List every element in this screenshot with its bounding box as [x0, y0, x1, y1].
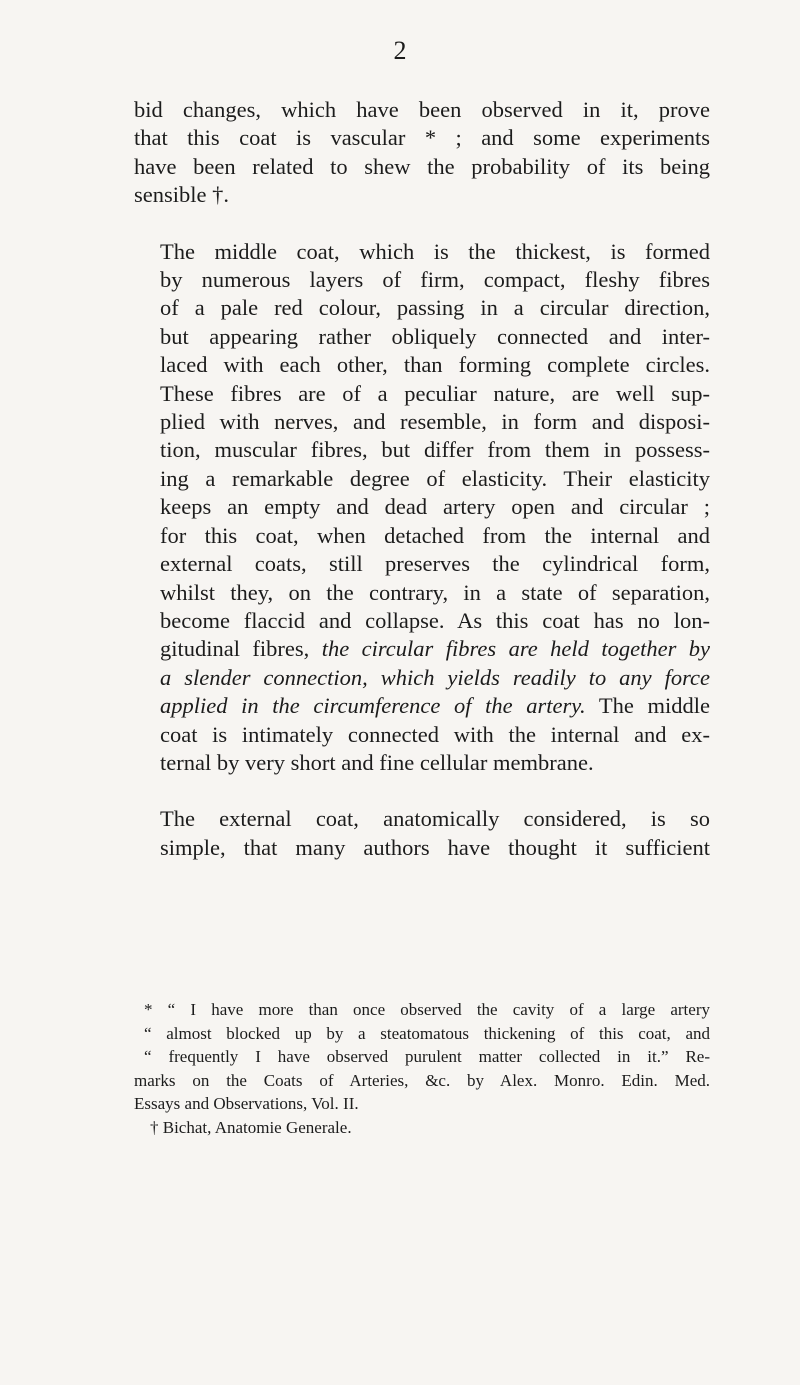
text-line-italic — [134, 664, 710, 692]
text-line: simple, that many authors have thought it sufficient — [160, 834, 710, 860]
plain-text: gitudinal fibres, — [160, 636, 322, 662]
text-line: laced with each other, than forming complete circles. — [160, 352, 710, 378]
plain-text: The middle — [585, 693, 710, 719]
text-line: These fibres are of a peculiar nature, are well sup- — [160, 380, 710, 406]
italic-text: applied in the circumference of the artery. — [160, 693, 586, 719]
text-line: The external coat, anatomically considered, is so — [160, 806, 710, 832]
text-line: external coats, still preserves the cylindrical form, — [160, 551, 710, 577]
text-line: whilst they, on the contrary, in a state of separation, — [160, 579, 710, 605]
body-text — [134, 96, 710, 862]
footnote-line: Essays and Observations, Vol. II. — [134, 1094, 359, 1113]
text-line: keeps an empty and dead artery open and circular ; — [160, 494, 710, 520]
paragraph-3 — [134, 805, 710, 862]
paragraph-2 — [134, 238, 710, 778]
text-line: coat is intimately connected with the internal and ex- — [160, 721, 710, 747]
text-line: ing a remarkable degree of elasticity. Their elasticity — [160, 465, 710, 491]
text-line-mixed — [134, 635, 710, 663]
footnotes — [134, 998, 710, 1139]
text-line: have been related to shew the probability of its being — [134, 153, 710, 179]
text-line: bid changes, which have been observed in it, prove — [134, 97, 710, 122]
footnote-2 — [134, 1116, 710, 1140]
italic-text: a slender connection, which yields readily to any force — [160, 664, 710, 690]
footnote-line: † Bichat, Anatomie Generale. — [150, 1117, 352, 1137]
text-line: that this coat is vascular * ; and some experiments — [134, 125, 710, 151]
text-line: tion, muscular fibres, but differ from them in possess- — [160, 437, 710, 463]
footnote-line: * “ I have more than once observed the cavity of a large artery — [144, 1000, 710, 1019]
text-line: sensible †. — [134, 182, 229, 208]
text-line: but appearing rather obliquely connected and inter- — [160, 323, 710, 349]
text-line: for this coat, when detached from the internal and — [160, 522, 710, 548]
text-line: The middle coat, which is the thickest, is formed — [160, 238, 710, 264]
text-line: of a pale red colour, passing in a circular direction, — [160, 295, 710, 321]
text-line: by numerous layers of firm, compact, fleshy fibres — [160, 267, 710, 293]
text-line: become flaccid and collapse. As this coat has no lon- — [160, 607, 710, 633]
footnote-1 — [134, 998, 710, 1116]
footnote-line: “ almost blocked up by a steatomatous thickening of this coat, and — [144, 1023, 710, 1043]
footnote-line: marks on the Coats of Arteries, &c. by Alex. Monro. Edin. Med. — [134, 1070, 710, 1090]
italic-text: the circular fibres are held together by — [321, 636, 710, 662]
paragraph-1 — [134, 96, 710, 210]
text-line: ternal by very short and fine cellular membrane. — [160, 749, 594, 775]
text-line-mixed — [134, 692, 710, 720]
text-line: plied with nerves, and resemble, in form and disposi- — [160, 409, 710, 435]
footnote-line: “ frequently I have observed purulent matter collected in it.” Re- — [144, 1047, 710, 1066]
page-number: 2 — [393, 36, 407, 65]
